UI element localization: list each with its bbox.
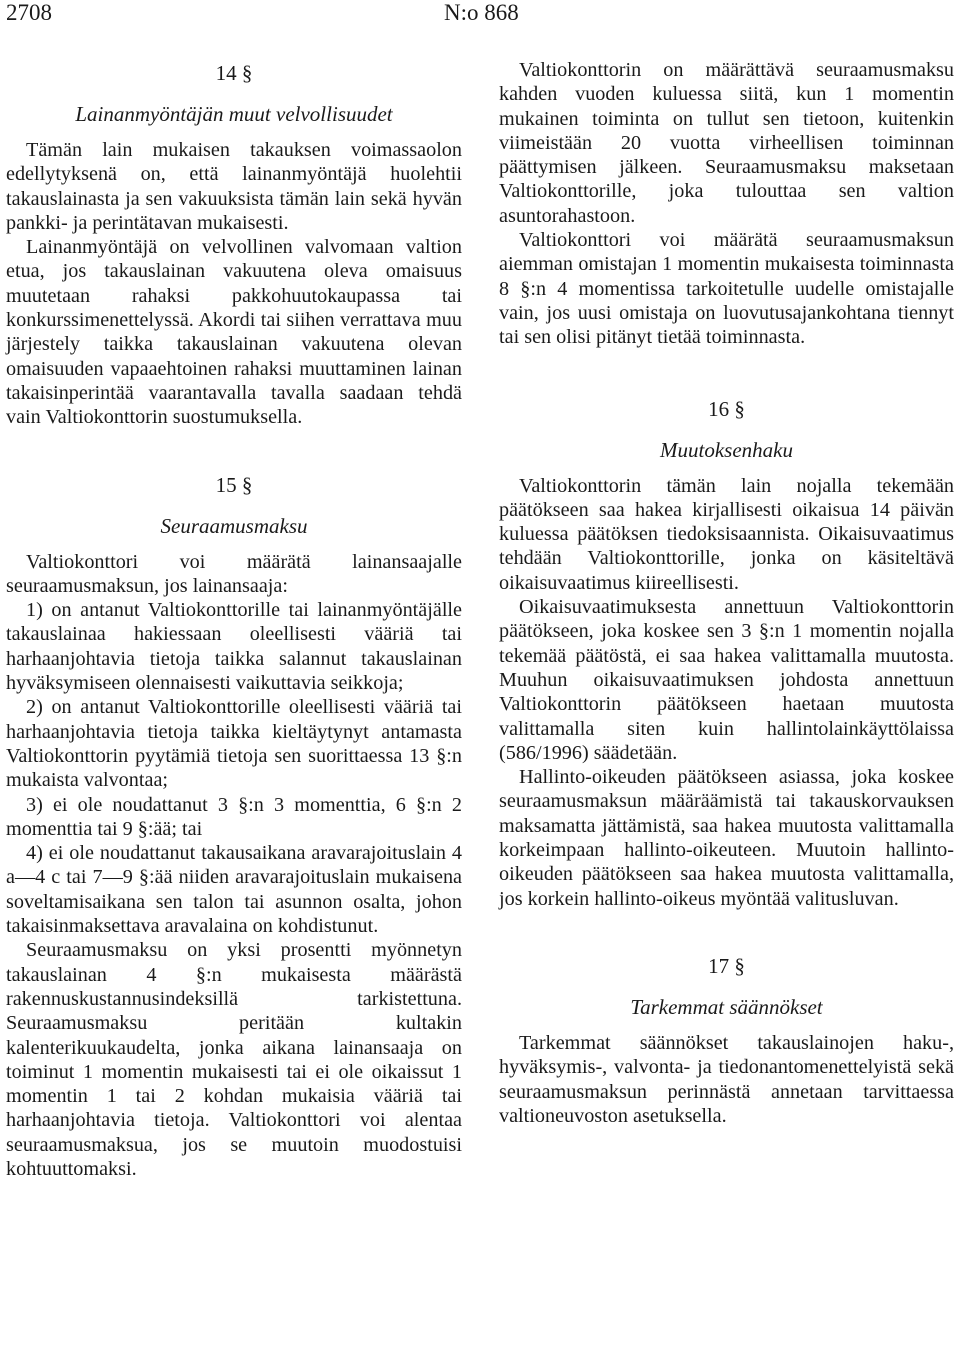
section-title: Tarkemmat säännökset [630, 994, 823, 1019]
paragraph: Hallinto-oikeuden päätökseen asiassa, joka koskee seuraamusmaksun määräämistä tai takauskorvauksen maksamatta jättämistä, saa hakea muutosta valittamalla korkeimpaan hallinto-oikeuteen. Muutoin hallinto-oikeuden päätökseen saa hakea muutosta valittamalla, jos korkein hallinto-oikeus myöntää valitusluvan. [499, 766, 954, 910]
right-column [499, 58, 954, 1128]
paragraph: Seuraamusmaksu on yksi prosentti myönnetyn takauslainan 4 §:n mukaisesta määrästä rakennuskustannusindeksillä tarkistettuna. Seuraamusmaksu peritään kultakin kalenterikuukaudelta, jonka aikana lainansaaja on toiminut 1 momentin mukaisesti tai ei ole oikaissut 1 momentin 1 tai 2 kohdan mukaisia vääriä tai harhaanjohtavia tietoja. Valtiokonttori voi alentaa seuraamusmaksua, jos se muutoin muodostuisi kohtuuttomaksi. [6, 939, 462, 1180]
section-number: 17 § [708, 953, 745, 978]
section-14 [6, 58, 462, 430]
section-17 [499, 951, 954, 1128]
section-title: Lainanmyöntäjän muut velvollisuudet [75, 102, 393, 126]
page-number: 2708 [6, 0, 52, 25]
page-header [6, 0, 954, 30]
section-title: Muutoksenhaku [660, 437, 793, 462]
section-title: Seuraamusmaksu [160, 513, 308, 538]
paragraph: Valtiokonttori voi määrätä seuraamusmaksun aiemman omistajan 1 momentin mukaisesta toiminnasta 8 §:n 4 momentissa tarkoitetulle uudelle omistajalle vain, jos uusi omistaja on luovutusajankohtana tiennyt tai sen olisi pitänyt tietää toiminnasta. [499, 229, 954, 349]
paragraph: 4) ei ole noudattanut takausaikana aravarajoituslain 4 a—4 c tai 7—9 §:ää niiden aravarajoituslain mukaisena soveltamisaikana sen talon tai asunnon osalta, johon takaisinmaksettava aravalaina on kohdistunut. [6, 842, 462, 938]
section-16 [499, 394, 954, 911]
section-number: 16 § [708, 396, 745, 421]
left-column [6, 58, 462, 1181]
paragraph: Valtiokonttori voi määrätä lainansaajalle seuraamusmaksun, jos lainansaaja: [6, 550, 462, 597]
paragraph: 3) ei ole noudattanut 3 §:n 3 momenttia, 6 §:n 2 momenttia tai 9 §:ää; tai [6, 793, 462, 840]
paragraph: 1) on antanut Valtiokonttorille tai lainanmyöntäjälle takauslainaa hakiessaan oleellisesti vääriä tai harhaanjohtavia tietoja taikka salannut takauslainan hyväksymiseen olennaisesti vaikuttavia seikkoja; [6, 599, 462, 695]
paragraph: Tarkemmat säännökset takauslainojen haku-, hyväksymis-, valvonta- ja tiedonantomenettelyistä sekä seuraamusmaksun perinnästä annetaan tarvittaessa valtioneuvoston asetuksella. [499, 1031, 954, 1127]
paragraph: Valtiokonttorin on määrättävä seuraamusmaksu kahden vuoden kuluessa siitä, kun 1 momentin mukainen toiminta on tullut sen tietoon, kuitenkin viimeistään 20 vuotta virheellisen toiminnan päättymisen jälkeen. Seuraamusmaksu maksetaan Valtiokonttorille, joka tulouttaa sen valtion asuntorahastoon. [499, 59, 954, 227]
section-number: 15 § [215, 472, 253, 497]
issue-number: N:o 868 [444, 0, 519, 25]
paragraph: 2) on antanut Valtiokonttorille oleellisesti vääriä tai harhaanjohtavia tietoja taikka kieltäytynyt antamasta Valtiokonttorin pyytämiä tietoja sen suorittaessa 13 §:n mukaista valvontaa; [6, 696, 462, 792]
paragraph: Oikaisuvaatimuksesta annettuun Valtiokonttorin päätökseen, joka koskee sen 3 §:n 1 momentin nojalla tekemää päätöstä, ei saa hakea valittamalla muutosta. Muuhun oikaisuvaatimuksen johdosta annettuun Valtiokonttorin päätökseen haetaan muutosta valittamalla siten kuin hallintolainkäyttölaissa (586/1996) säädetään. [499, 596, 954, 764]
paragraph: Lainanmyöntäjä on velvollinen valvomaan valtion etua, jos takauslainan vakuutena oleva omaisuus muutetaan rahaksi pakkohuutokaupassa tai konkurssimenettelyssä. Akordi tai siihen verrattava muu järjestely taikka takauslainan vakuutena olevan omaisuuden vapaaehtoinen rahaksi muuttaminen lainan takaisinperintää vaarantavalla tavalla saadaan tehdä vain Valtiokonttorin suostumuksella. [6, 236, 462, 429]
section-15 [6, 470, 462, 1182]
section-15-continued [499, 58, 954, 350]
paragraph: Valtiokonttorin tämän lain nojalla tekemään päätökseen saa hakea kirjallisesti oikaisua 14 päivän kuluessa päätöksen tiedoksisaannista. Oikaisuvaatimus tehdään Valtiokonttorille, jonka on käsiteltävä oikaisuvaatimus kiireellisesti. [499, 474, 954, 594]
paragraph: Tämän lain mukaisen takauksen voimassaolon edellytyksenä on, että lainanmyöntäjä huolehtii takauslainasta ja sen vakuuksista tämän lain sekä hyvän pankki- ja perintätavan mukaisesti. [6, 139, 462, 234]
section-number: 14 § [215, 61, 253, 85]
